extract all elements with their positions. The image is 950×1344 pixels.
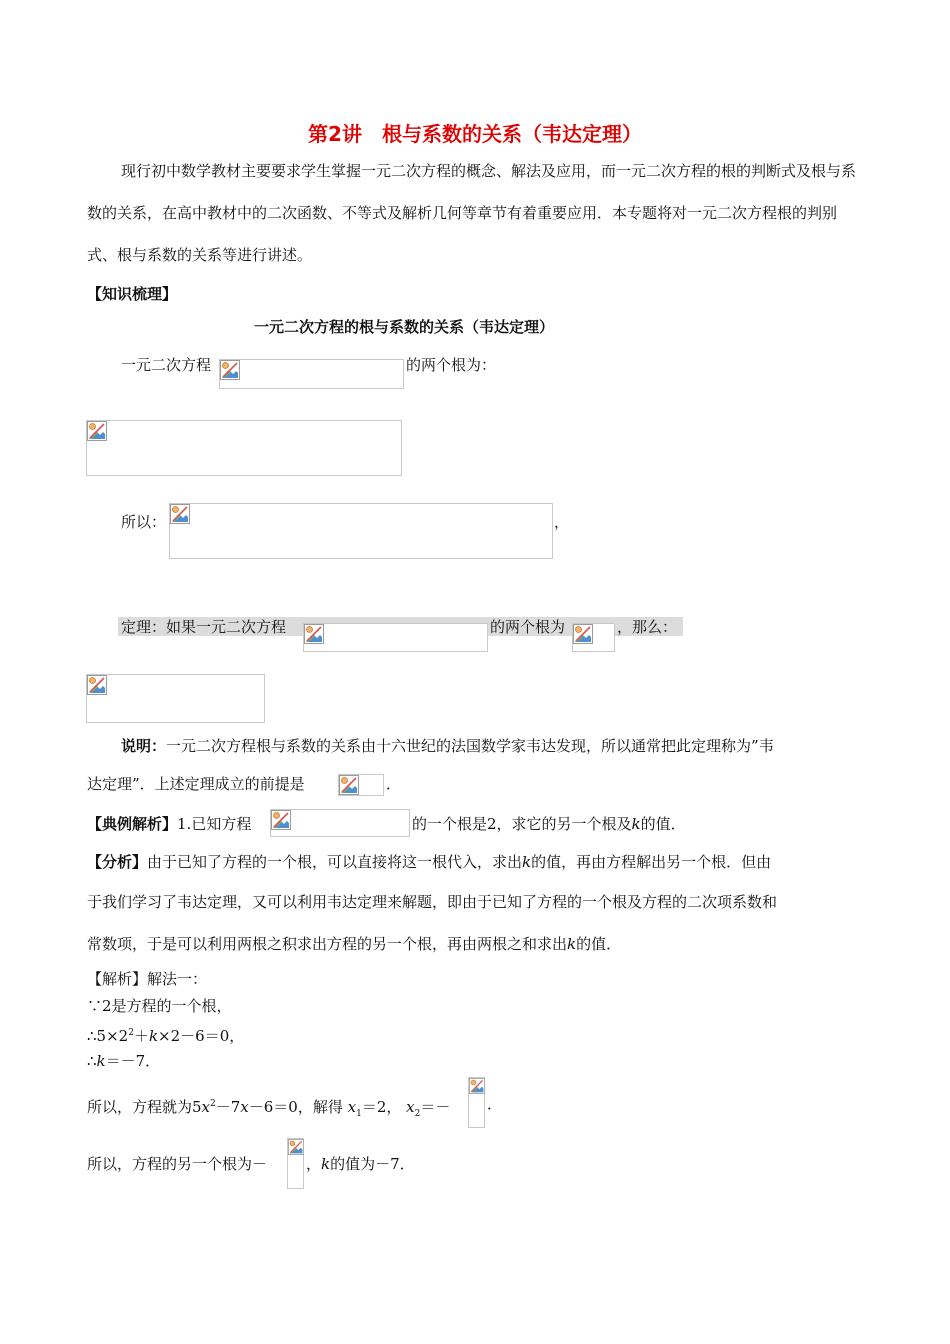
conclusion-line2b (306, 1153, 415, 1175)
page-title: 第2讲 根与系数的关系（韦达定理） (308, 122, 642, 146)
analysis-line1 (87, 851, 771, 873)
section-knowledge-heading: 【知识梳理】 (87, 285, 178, 303)
concl1-e: ＝－ (420, 1098, 451, 1116)
vieta-formula-image (86, 674, 265, 723)
concl1-x2b: x (406, 1098, 415, 1116)
analysis-label: 【分析】 (87, 853, 148, 871)
analysis-text3a: 常数项，于是可以利用两根之积求出方程的另一个根，再由两根之和求出 (87, 935, 568, 953)
note-text1: 一元二次方程根与系数的关系由十六世纪的法国数学家韦达发现，所以通常把此定理称为”韦 (166, 737, 774, 755)
step2-b: ＋ (133, 1027, 149, 1045)
analysis-text1a: 由于已知了方程的一个根，可以直接将这一根代入，求出 (147, 853, 523, 871)
theorem-pre: 定理：如果一元二次方程 (121, 618, 287, 636)
line2-post: ， (554, 513, 570, 531)
step3-b: ＝－7． (105, 1052, 161, 1070)
solution-label: 【解析】 (87, 970, 148, 988)
concl2-k: k (321, 1155, 331, 1173)
theorem-mid: 的两个根为 (490, 618, 566, 636)
subheading: 一元二次方程的根与系数的关系（韦达定理） (254, 318, 555, 336)
theorem-roots-image (572, 623, 615, 652)
concl1-d: ＝2， (361, 1098, 402, 1116)
analysis-line2: 于我们学习了韦达定理，又可以利用韦达定理来解题，即由于已知了方程的一个根及方程的二次项系数和 (87, 893, 778, 911)
step3-k: k (96, 1052, 106, 1070)
example-label: 【典例解析】 (87, 815, 178, 833)
solution-step1: ∵2是方程的一个根， (87, 997, 232, 1015)
concl1-sub2: 2 (414, 1109, 421, 1119)
concl1-x1: x (347, 1098, 357, 1116)
concl2-b: ， (306, 1155, 322, 1173)
broken-image-icon (339, 775, 359, 795)
roots-formula-image (86, 420, 402, 476)
step2-c: ×2－6＝0， (158, 1027, 245, 1045)
step3-a: ∴ (87, 1052, 97, 1070)
note-line1 (121, 735, 774, 757)
analysis-text1b: 的值，再由方程解出另一个根．但由 (531, 853, 772, 871)
analysis-text3b: 的值． (576, 935, 622, 953)
theorem-equation-image (303, 623, 488, 652)
broken-image-icon (288, 1139, 304, 1155)
solution-title: 解法一： (147, 970, 208, 988)
step2-sup: 2 (128, 1028, 134, 1038)
concl1-x2: x (240, 1098, 249, 1116)
broken-image-icon (87, 675, 107, 695)
concl1-sub1: 1 (356, 1109, 362, 1119)
fraction-image-2 (287, 1138, 304, 1189)
broken-image-icon (170, 504, 190, 524)
analysis-line3 (87, 933, 621, 955)
solution-step2 (87, 1022, 244, 1047)
concl1-b: －7 (215, 1098, 241, 1116)
broken-image-icon (573, 624, 593, 644)
conclusion-line2a: 所以，方程的另一个根为－ (87, 1155, 268, 1173)
step2-a: ∴5×2 (87, 1027, 129, 1045)
note-label: 说明： (121, 737, 167, 755)
equation-image (219, 359, 404, 389)
intro-paragraph: 现行初中数学教材主要要求学生掌握一元二次方程的概念、解法及应用，而一元二次方程的根的判断式及根与系数的关系，在高中教材中的二次函数、不等式及解析几何等章节有着重要应用．本专题将对一元二次方程根的判别式、根与系数的关系等进行讲述。 (87, 162, 857, 264)
broken-image-icon (220, 360, 240, 380)
example-k: k (631, 815, 641, 833)
example-equation-image (270, 809, 410, 837)
conclusion-line1 (87, 1093, 450, 1125)
solution-step3 (87, 1050, 160, 1072)
example-pre: 1.已知方程 (177, 815, 252, 833)
theorem-post: ，那么： (617, 618, 678, 636)
sum-product-image (169, 503, 553, 559)
concl1-a: 所以，方程就为5 (87, 1098, 202, 1116)
line1-pre: 一元二次方程 (121, 356, 212, 374)
broken-image-icon (469, 1078, 485, 1094)
analysis-k1: k (522, 853, 532, 871)
broken-image-icon (304, 624, 324, 644)
example-post-b: 的值． (640, 815, 686, 833)
conclusion1-end: ． (487, 1095, 503, 1113)
step2-k: k (148, 1027, 159, 1045)
broken-image-icon (271, 810, 291, 830)
fraction-image-1 (468, 1077, 485, 1128)
concl2-c: 的值为－7． (330, 1155, 415, 1173)
concl1-sup: 2 (210, 1099, 216, 1109)
analysis-k2: k (567, 935, 577, 953)
broken-image-icon (87, 421, 107, 441)
line1-post: 的两个根为： (406, 356, 497, 374)
example-line-post (412, 813, 686, 835)
note-end: ． (386, 775, 402, 793)
example-line-pre (87, 813, 251, 835)
example-post-a: 的一个根是2，求它的另一个根及 (412, 815, 632, 833)
concl1-x: x (201, 1098, 211, 1116)
line2-pre: 所以： (121, 513, 167, 531)
concl1-c: －6＝0，解得 (248, 1098, 343, 1116)
condition-image (338, 774, 384, 796)
note-text2: 达定理”．上述定理成立的前提是 (87, 775, 305, 793)
solution-heading (87, 968, 207, 990)
